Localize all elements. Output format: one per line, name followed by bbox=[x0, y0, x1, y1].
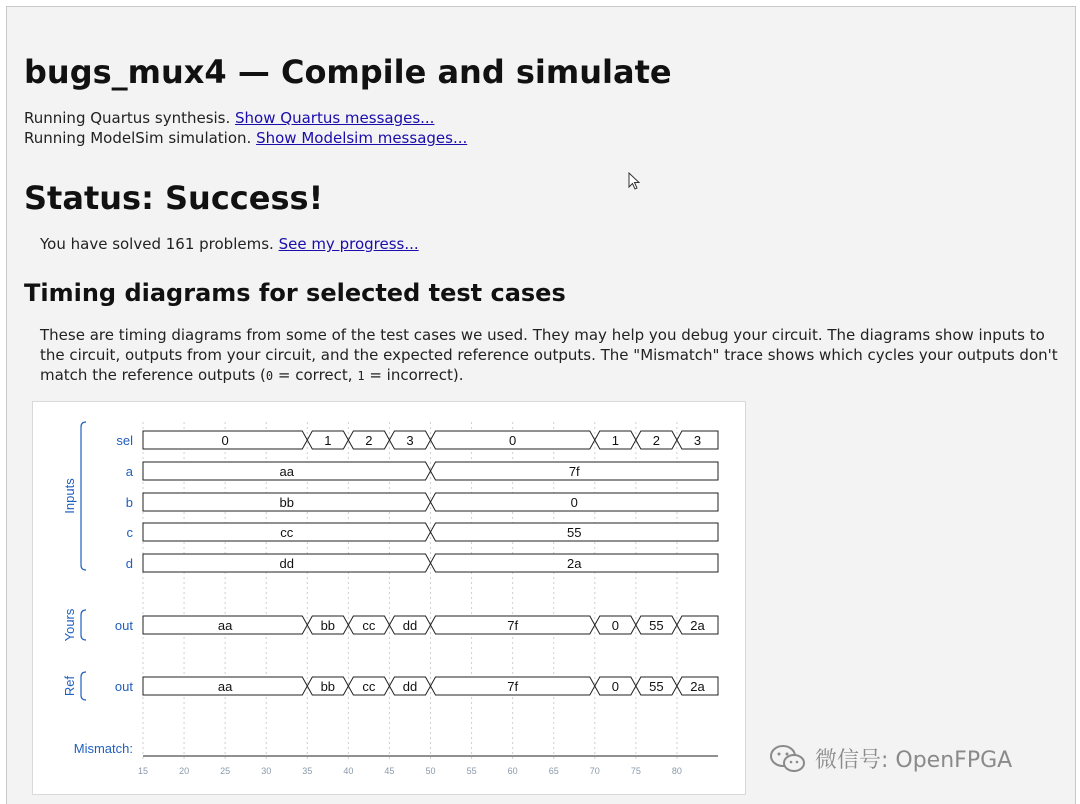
time-tick-label: 25 bbox=[220, 766, 231, 776]
group-bracket bbox=[81, 610, 86, 640]
mouse-cursor-icon bbox=[628, 172, 642, 192]
solved-count-line bbox=[40, 235, 419, 253]
waveform-value: bb bbox=[320, 618, 336, 633]
timing-diagram bbox=[33, 402, 745, 794]
waveform-value: 7f bbox=[507, 679, 519, 694]
group-bracket bbox=[81, 422, 86, 570]
wechat-icon bbox=[769, 744, 807, 774]
waveform-value: 3 bbox=[406, 433, 414, 448]
waveform-value: 3 bbox=[693, 433, 702, 448]
timing-description bbox=[40, 325, 1060, 386]
waveform-value: 0 bbox=[221, 433, 229, 448]
time-tick-label: 80 bbox=[671, 766, 682, 776]
waveform-value: 0 bbox=[509, 433, 517, 448]
waveform-value: dd bbox=[402, 618, 418, 633]
desc-part-3: = incorrect). bbox=[364, 366, 464, 384]
waveform-value: dd bbox=[402, 679, 418, 694]
desc-part-2: = correct, bbox=[273, 366, 358, 384]
desc-code-correct: 0 bbox=[265, 369, 274, 383]
time-tick-label: 70 bbox=[589, 766, 600, 776]
waveform-value: dd bbox=[279, 556, 294, 571]
waveform-value: cc bbox=[362, 679, 376, 694]
desc-code-incorrect: 1 bbox=[357, 369, 365, 383]
waveform-value: 1 bbox=[611, 433, 619, 448]
time-tick-label: 50 bbox=[425, 766, 436, 776]
time-tick-label: 75 bbox=[630, 766, 641, 776]
timing-diagram-panel bbox=[32, 401, 746, 795]
show-modelsim-messages-link[interactable]: Show Modelsim messages... bbox=[256, 129, 468, 147]
timing-heading: Timing diagrams for selected test cases bbox=[24, 279, 566, 307]
time-tick-label: 20 bbox=[179, 766, 190, 776]
modelsim-line bbox=[24, 129, 467, 147]
signal-label-out: out bbox=[114, 618, 133, 633]
signal-label-c: c bbox=[126, 525, 133, 540]
signal-label-sel: sel bbox=[116, 433, 133, 448]
watermark-text: 微信号: OpenFPGA bbox=[815, 748, 1013, 773]
signal-label-b: b bbox=[125, 495, 133, 510]
page-container bbox=[6, 6, 1076, 804]
group-bracket bbox=[81, 672, 86, 700]
group-label-inputs: Inputs bbox=[62, 478, 77, 514]
waveform-value: 7f bbox=[568, 464, 580, 479]
waveform-value: cc bbox=[362, 618, 376, 633]
mismatch-label: Mismatch: bbox=[73, 741, 133, 756]
waveform-value: 7f bbox=[507, 618, 519, 633]
group-label-yours: Yours bbox=[62, 608, 77, 642]
watermark bbox=[769, 743, 1012, 774]
signal-label-d: d bbox=[125, 556, 133, 571]
waveform-value: bb bbox=[320, 679, 336, 694]
status-heading: Status: Success! bbox=[24, 179, 324, 217]
show-quartus-messages-link[interactable]: Show Quartus messages... bbox=[235, 109, 435, 127]
waveform-value: 2 bbox=[365, 433, 373, 448]
signal-label-a: a bbox=[125, 464, 133, 479]
time-tick-label: 30 bbox=[261, 766, 272, 776]
group-label-ref: Ref bbox=[62, 675, 77, 697]
waveform-value: 2 bbox=[652, 433, 661, 448]
waveform-value: 55 bbox=[649, 679, 664, 694]
waveform-value: 0 bbox=[611, 618, 619, 633]
waveform-value: aa bbox=[279, 464, 294, 479]
signal-label-out: out bbox=[114, 679, 133, 694]
waveform-value: aa bbox=[217, 618, 233, 633]
waveform-value: 55 bbox=[649, 618, 664, 633]
waveform-value: 0 bbox=[570, 495, 578, 510]
desc-part-1: These are timing diagrams from some of the test cases we used. They may help you debug your circuit. The diagrams show inputs to the circuit, outputs from your circuit, and the expected reference outputs. The "Mismatch" trace shows which cycles your outputs don't match the reference outputs ( bbox=[40, 326, 1058, 384]
time-tick-label: 55 bbox=[466, 766, 477, 776]
waveform-value: cc bbox=[280, 525, 294, 540]
modelsim-status-text: Running ModelSim simulation. bbox=[24, 129, 257, 147]
waveform-value: 2a bbox=[690, 618, 705, 633]
time-tick-label: 15 bbox=[137, 766, 149, 776]
quartus-line bbox=[24, 109, 434, 127]
page-title: bugs_mux4 — Compile and simulate bbox=[24, 53, 672, 91]
waveform-value: bb bbox=[279, 495, 294, 510]
time-tick-label: 45 bbox=[384, 766, 395, 776]
waveform-value: 1 bbox=[324, 433, 332, 448]
see-progress-link[interactable]: See my progress... bbox=[278, 235, 419, 253]
waveform-value: 2a bbox=[690, 679, 705, 694]
time-tick-label: 35 bbox=[302, 766, 313, 776]
time-tick-label: 60 bbox=[507, 766, 518, 776]
waveform-value: 55 bbox=[567, 525, 582, 540]
waveform-value: aa bbox=[217, 679, 233, 694]
time-tick-label: 40 bbox=[343, 766, 354, 776]
waveform-value: 2a bbox=[567, 556, 582, 571]
quartus-status-text: Running Quartus synthesis. bbox=[24, 109, 236, 127]
waveform-value: 0 bbox=[611, 679, 619, 694]
solved-count-text: You have solved 161 problems. bbox=[40, 235, 279, 253]
time-tick-label: 65 bbox=[548, 766, 559, 776]
